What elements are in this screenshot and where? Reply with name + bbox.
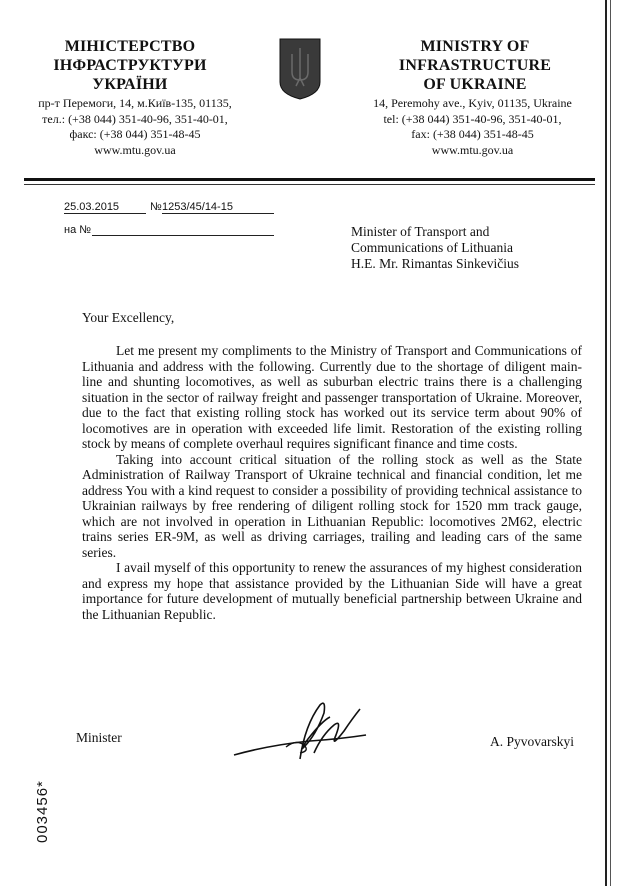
ministry-title-ua <box>40 37 220 94</box>
signatory-name: A. Pyvovarskyi <box>490 734 574 749</box>
title-line: ІНФРАСТРУКТУРИ <box>53 57 207 74</box>
coat-of-arms-emblem <box>279 38 321 100</box>
address-line: www.mtu.gov.ua <box>431 142 514 157</box>
body-paragraph: I avail myself of this opportunity to renew the assurances of my highest consideration and express my hope that assistance provided by the Lithuanian Side will have a great importance for future development of mutually beneficial partnership between Ukraine and the Lithuanian Republic. <box>82 560 582 622</box>
title-line: OF UKRAINE <box>423 76 527 93</box>
address-line: 14, Peremohy ave., Kyiv, 01135, Ukraine <box>373 96 572 110</box>
letter-number: 1253/45/14-15 <box>162 201 274 214</box>
handwritten-signature <box>230 695 370 770</box>
signatory-title: Minister <box>76 730 122 745</box>
header-divider-thin <box>24 184 595 185</box>
reply-to-label: на № <box>64 224 92 236</box>
address-line: tel: (+38 044) 351-40-96, 351-40-01, <box>383 111 562 126</box>
title-line: МІНІСТЕРСТВО <box>64 38 196 55</box>
recipient-line: Communications of Lithuania <box>351 240 513 255</box>
recipient-line: H.E. Mr. Rimantas Sinkevičius <box>351 256 519 271</box>
letter-body <box>82 343 582 622</box>
title-line: MINISTRY OF <box>420 38 530 55</box>
reply-to-field <box>92 222 274 236</box>
title-line: УКРАЇНИ <box>92 76 168 93</box>
header-divider <box>24 178 595 181</box>
address-line: fax: (+38 044) 351-48-45 <box>411 127 534 141</box>
ministry-title-en <box>395 37 555 94</box>
title-line: INFRASTRUCTURE <box>398 57 552 74</box>
letter-date: 25.03.2015 <box>64 201 146 214</box>
registration-number-text: 003456* <box>34 780 51 843</box>
body-paragraph: Let me present my compliments to the Ministry of Transport and Communications of Lithuania and address with the following. Currently due to the shortage of diligent main-line and shunting locomotives, as well as suburban electric trains there is a challenging situation in the sector of railway freight and passenger transportation of Ukraine. Moreover, due to the fact that existing rolling stock has worked out its service term about 90% of locomotives are in operation with exceeded life limit. Restoration of the existing rolling stock by means of complete overhaul requires significant finance and time costs. <box>82 343 582 451</box>
recipient-line: Minister of Transport and <box>351 224 490 239</box>
address-line: тел.: (+38 044) 351-40-96, 351-40-01, <box>42 111 228 126</box>
address-line: факс: (+38 044) 351-48-45 <box>69 127 201 141</box>
body-paragraph: Taking into account critical situation of the rolling stock as well as the State Administration of Railway Transport of Ukraine technical and financial condition, let me address You with a kind request to consider a possibility of providing technical assistance to Ukrainian railways by free rendering of diligent rolling stock for 1520 mm track gauge, which are not involved in operation in Lithuanian Republic: locomotives 2M62, electric trains series ER-9M, as well as driving carriages, trailing and leading cars of the same series. <box>82 451 582 560</box>
registration-number <box>10 765 60 845</box>
ministry-address-en <box>355 96 590 158</box>
scan-edge <box>596 0 620 886</box>
address-line: www.mtu.gov.ua <box>94 142 176 157</box>
ministry-address-ua <box>20 96 250 158</box>
number-label: № <box>150 201 162 213</box>
address-line: пр-т Перемоги, 14, м.Київ-135, 01135, <box>38 96 232 110</box>
recipient-block <box>351 224 591 272</box>
salutation: Your Excellency, <box>82 310 175 325</box>
